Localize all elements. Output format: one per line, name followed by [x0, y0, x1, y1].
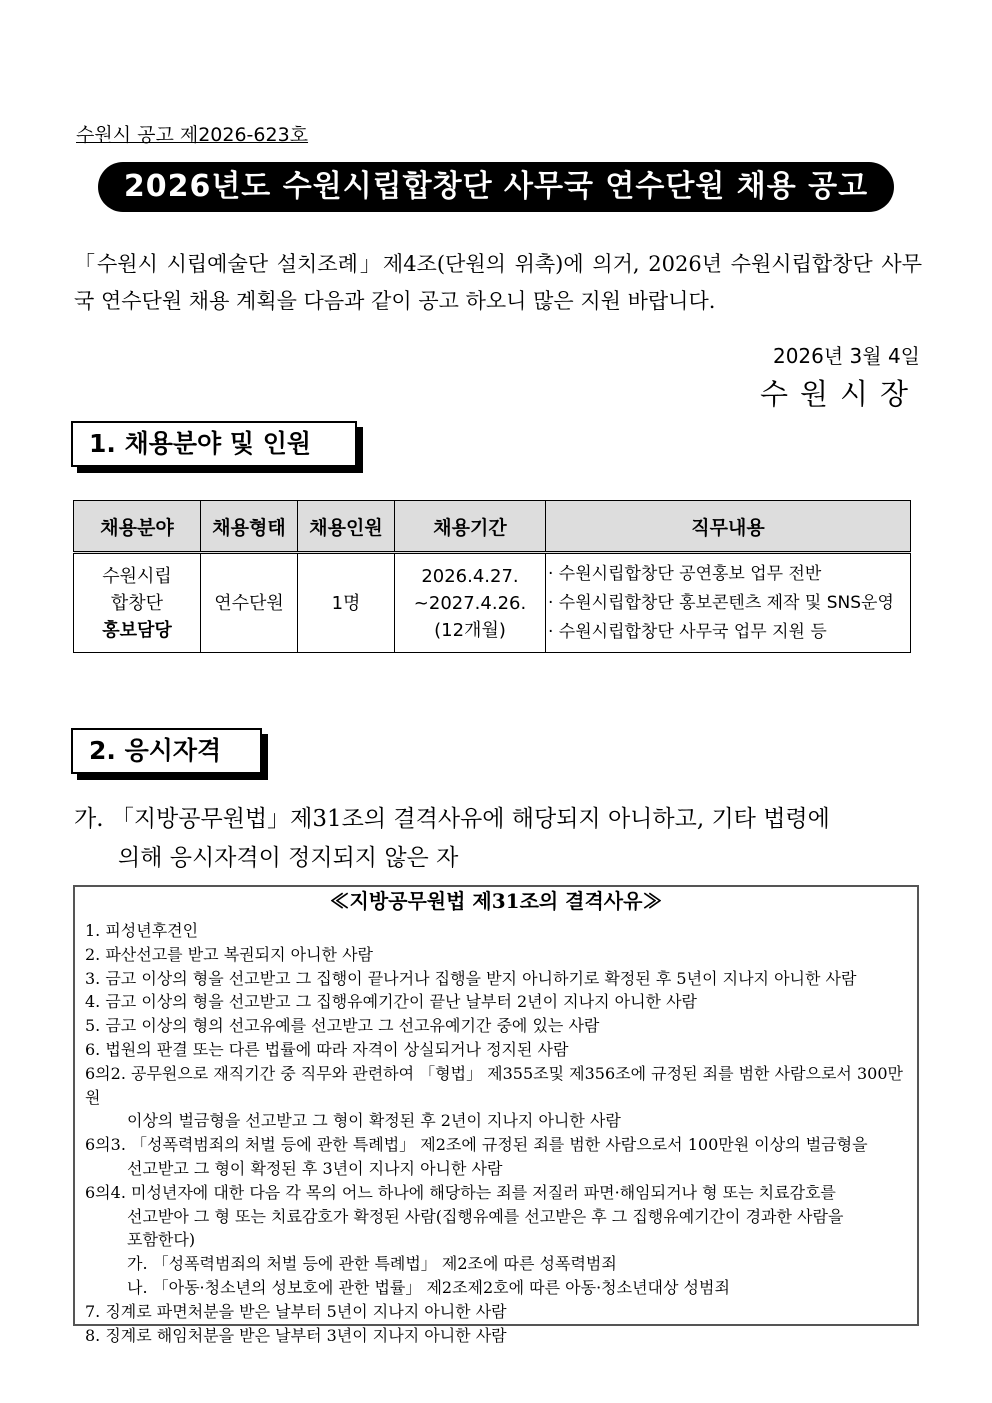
- table-header: 채용인원: [298, 501, 395, 553]
- field-text: 홍보담당: [102, 619, 172, 641]
- intro-paragraph: 「수원시 시립예술단 설치조례」제4조(단원의 위촉)에 의거, 2026년 수원시립합창단 사무국 연수단원 채용 계획을 다음과 같이 공고 하오니 많은 지원 바랍니다.: [74, 252, 922, 313]
- item-text: 8. 징계로 해임처분을 받은 날부터 3년이 지나지 아니한 사람: [85, 1325, 507, 1345]
- list-item: [85, 1252, 911, 1276]
- period-text: 2026.4.27.: [421, 565, 519, 587]
- period-cell: [395, 553, 546, 653]
- list-item: [85, 1300, 911, 1324]
- item-text: 6의4. 미성년자에 대한 다음 각 목의 어느 하나에 해당하는 죄를 저질러 파면·해임되거나 형 또는 치료감호를: [85, 1182, 836, 1202]
- item-text: 6의2. 공무원으로 재직기간 중 직무와 관련하여 「형법」 제355조및 제356조에 규정된 죄를 범한 사람으로서 300만원: [85, 1063, 903, 1107]
- list-item: [85, 943, 911, 967]
- recruitment-table: [73, 500, 911, 653]
- period-text: (12개월): [434, 619, 506, 641]
- qualification-line: 가. 「지방공무원법」제31조의 결격사유에 해당되지 아니하고, 기타 법령에: [74, 806, 830, 832]
- list-item: [85, 1324, 911, 1348]
- list-item: [85, 919, 911, 943]
- type-cell: 연수단원: [201, 553, 298, 653]
- duty-cell: [546, 553, 911, 653]
- field-cell: [74, 553, 201, 653]
- list-item: [85, 1276, 911, 1300]
- period-text: ~2027.4.26.: [413, 592, 527, 614]
- item-continuation: 포함한다): [127, 1230, 196, 1250]
- table-header: 채용분야: [74, 501, 201, 553]
- item-text: 4. 금고 이상의 형을 선고받고 그 집행유예기간이 끝난 날부터 2년이 지나지 아니한 사람: [85, 992, 697, 1012]
- field-text: 합창단: [110, 592, 164, 614]
- item-continuation: 선고받아 그 형 또는 치료감호가 확정된 사람(집행유예를 선고받은 후 그 집행유예기간이 경과한 사람을: [127, 1206, 844, 1226]
- field-text: 수원시립: [102, 565, 172, 587]
- list-item: [85, 1038, 911, 1062]
- qualification-line: 의해 응시자격이 정지되지 않은 자: [118, 845, 459, 871]
- item-continuation: 선고받고 그 형이 확정된 후 3년이 지나지 아니한 사람: [127, 1158, 503, 1178]
- list-item: [85, 1014, 911, 1038]
- list-item: [85, 990, 911, 1014]
- table-header: 직무내용: [546, 501, 911, 553]
- list-item: [85, 1133, 911, 1181]
- duty-item: · 수원시립합창단 공연홍보 업무 전반: [548, 563, 822, 584]
- table-header: 채용형태: [201, 501, 298, 553]
- table-header: 채용기간: [395, 501, 546, 553]
- item-text: 5. 금고 이상의 형의 선고유예를 선고받고 그 선고유예기간 중에 있는 사람: [85, 1016, 600, 1036]
- item-continuation: 이상의 벌금형을 선고받고 그 형이 확정된 후 2년이 지나지 아니한 사람: [127, 1111, 621, 1131]
- item-continuation: 나. 「아동·청소년의 성보호에 관한 법률」 제2조제2호에 따른 아동·청소년대상 성범죄: [127, 1277, 730, 1297]
- list-item: [85, 967, 911, 991]
- item-continuation: 가. 「성폭력범죄의 처벌 등에 관한 특례법」 제2조에 따른 성폭력범죄: [127, 1254, 617, 1274]
- disqualification-list: [75, 919, 917, 1347]
- table-header-row: [74, 501, 911, 553]
- item-text: 1. 피성년후견인: [85, 921, 199, 940]
- disqualification-box: [73, 885, 919, 1345]
- notice-date: 2026년 3월 4일: [772, 344, 920, 368]
- count-cell: 1명: [298, 553, 395, 653]
- list-item: [85, 1228, 911, 1252]
- qualification-ga: [74, 800, 922, 878]
- item-text: 3. 금고 이상의 형을 선고받고 그 집행이 끝나거나 집행을 받지 아니하기로 확정된 후 5년이 지나지 아니한 사람: [85, 968, 857, 988]
- item-text: 6의3. 「성폭력범죄의 처벌 등에 관한 특례법」 제2조에 규정된 죄를 범한 사람으로서 100만원 이상의 벌금형을: [85, 1135, 868, 1155]
- section-heading-qualification: 2. 응시자격: [71, 728, 262, 774]
- item-text: 7. 징계로 파면처분을 받은 날부터 5년이 지나지 아니한 사람: [85, 1301, 507, 1321]
- notice-number: 수원시 공고 제2026-623호: [76, 124, 309, 146]
- box-title: ≪지방공무원법 제31조의 결격사유≫: [329, 889, 663, 913]
- page-title: 2026년도 수원시립합창단 사무국 연수단원 채용 공고: [98, 162, 894, 212]
- duty-item: · 수원시립합창단 사무국 업무 지원 등: [548, 621, 827, 642]
- item-text: 6. 법원의 판결 또는 다른 법률에 따라 자격이 상실되거나 정지된 사람: [85, 1039, 569, 1059]
- table-row: [74, 553, 911, 653]
- list-item: [85, 1062, 911, 1133]
- duty-item: · 수원시립합창단 홍보콘텐츠 제작 및 SNS운영: [548, 592, 894, 613]
- list-item: [85, 1181, 911, 1229]
- item-text: 2. 파산선고를 받고 복권되지 아니한 사람: [85, 944, 373, 964]
- section-heading-recruitment: 1. 채용분야 및 인원: [71, 421, 357, 467]
- signer: 수원시장: [759, 377, 920, 411]
